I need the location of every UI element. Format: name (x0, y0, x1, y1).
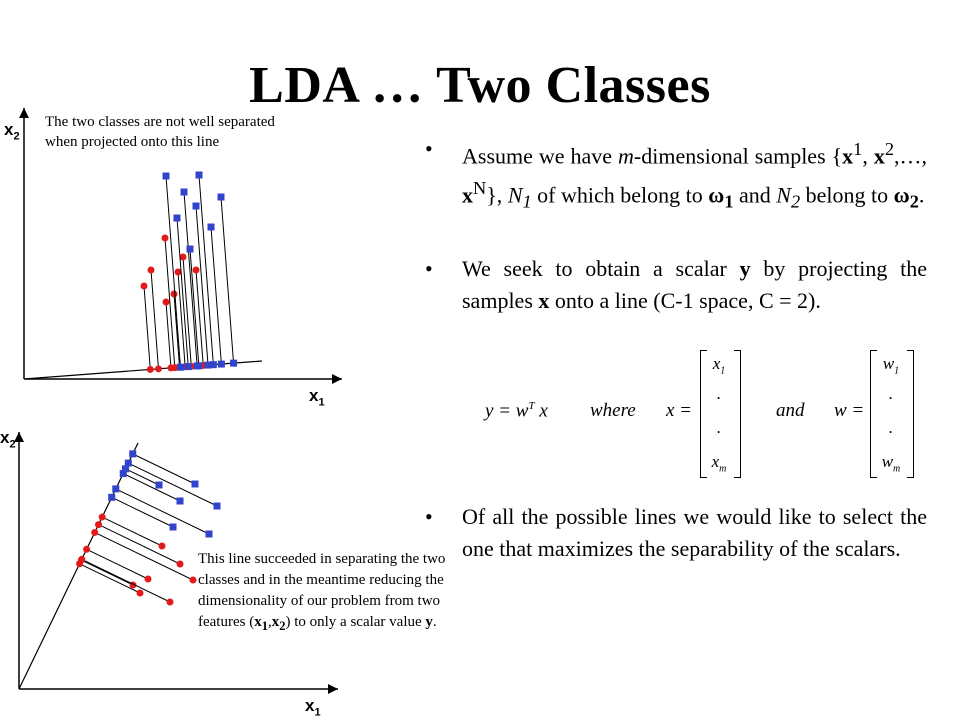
top-class2-projected-point (205, 362, 212, 369)
top-class2-projected-point (185, 363, 192, 370)
bottom-class1-projected-point (78, 556, 85, 563)
top-x-axis-label: $x_1$ (309, 386, 325, 409)
w-vector-entry-m: $w_m$ (881, 452, 901, 475)
bottom-class2-projected-point (108, 494, 115, 501)
top-class1-point (148, 267, 155, 274)
top-class2-projected-point (195, 362, 202, 369)
bottom-class2-projection-line (133, 454, 195, 484)
top-class2-projection-line (211, 227, 221, 364)
bottom-class2-point (214, 503, 221, 510)
bottom-x-axis-label: $x_1$ (305, 696, 321, 719)
top-class1-projected-point (155, 365, 162, 372)
bottom-y-axis-label: $x_2$ (0, 428, 16, 451)
top-class1-point (141, 283, 148, 290)
equation-x-eq: x = (666, 400, 693, 421)
top-class1-point (193, 267, 200, 274)
top-class1-projected-point (147, 366, 154, 373)
bottom-class1-projection-line (99, 525, 180, 564)
top-class1-projection-line (174, 294, 180, 367)
top-class2-point (218, 194, 225, 201)
top-y-axis-label: $x_2$ (4, 120, 20, 143)
top-x-axis-arrow (332, 374, 342, 384)
bottom-class1-point (177, 561, 184, 568)
bullet-1: Assume we have m-dimensional samples {$x^1$, $x^2,\dots$, $x^N$}, $N_1$ of which belong to $\omega_1$ and $N_2$ belong to $\omega_2$. (462, 139, 927, 213)
top-class2-projected-point (218, 361, 225, 368)
w-vector-entry-dot-1: . (888, 384, 894, 403)
bottom-class2-point (177, 498, 184, 505)
top-class2-point (208, 224, 215, 231)
bottom-figure-note: This line succeeded in separating the two classes and in the meantime reducing the dimensionality of our problem from two features $(x_1,x_2)$ to only a scalar value y. (198, 551, 446, 633)
top-class1-projection-line (144, 286, 150, 369)
top-projection-line (24, 361, 262, 379)
bottom-class1-point (159, 543, 166, 550)
top-class2-point (193, 203, 200, 210)
x-vector-entry-dot-2: . (716, 418, 722, 437)
top-class2-point (181, 189, 188, 196)
x-vector-entry-dot-1: . (716, 384, 722, 403)
bullet-2: We seek to obtain a scalar y by projecting the samples x onto a line (C-1 space, C = 2). (462, 256, 927, 313)
bullet-marker-3: • (425, 504, 433, 529)
bottom-class1-projection-line (80, 564, 140, 593)
top-class2-point (187, 246, 194, 253)
slide-title: LDA … Two Classes (249, 57, 711, 114)
top-class2-projection-line (190, 249, 199, 366)
w-vector-entry-1: $w_1$ (882, 354, 900, 377)
equation-projection: $y = w^T$ x (485, 400, 548, 422)
top-class1-projection-line (151, 270, 158, 369)
bullet-marker-2: • (425, 256, 433, 281)
top-class2-point (174, 215, 181, 222)
bottom-class2-point (170, 524, 177, 531)
top-class2-projection-line (221, 197, 234, 363)
bottom-class1-projected-point (83, 546, 90, 553)
bottom-class2-projected-point (112, 485, 119, 492)
w-vector-entry-dot-2: . (888, 418, 894, 437)
equation-and: and (776, 400, 805, 421)
bottom-class2-projected-point (120, 470, 127, 477)
bottom-class2-point (206, 531, 213, 538)
top-class2-projected-point (177, 364, 184, 371)
bottom-class1-projected-point (99, 514, 106, 521)
bullet-marker-1: • (425, 136, 433, 161)
top-class2-projected-point (230, 360, 237, 367)
bottom-class1-point (137, 590, 144, 597)
bottom-class1-projection-line (82, 559, 170, 602)
bottom-class1-projection-line (81, 560, 133, 585)
bottom-class2-projected-point (125, 460, 132, 467)
bottom-class2-point (156, 482, 163, 489)
equation-where: where (590, 400, 636, 421)
bottom-class1-projected-point (95, 521, 102, 528)
top-figure-note: The two classes are not well separated when projected onto this line (45, 114, 275, 150)
bottom-x-axis-arrow (328, 684, 338, 694)
bottom-class2-point (192, 481, 199, 488)
bottom-class2-projection-line (128, 463, 217, 506)
top-class1-point (163, 299, 170, 306)
bottom-class1-projection-line (102, 517, 162, 546)
top-y-axis-arrow (19, 108, 29, 118)
top-class1-projected-point (167, 364, 174, 371)
x-vector-entry-1: $x_1$ (712, 354, 726, 377)
bottom-class2-projected-point (129, 450, 136, 457)
top-class1-point (162, 235, 169, 242)
top-class1-point (171, 291, 178, 298)
x-vector-entry-m: $x_m$ (711, 452, 727, 475)
bottom-class1-point (167, 599, 174, 606)
equation-w-eq: w = (834, 400, 865, 421)
bottom-class1-projected-point (91, 529, 98, 536)
top-class2-point (196, 172, 203, 179)
bullet-3: Of all the possible lines we would like to select the one that maximizes the separability of the scalars. (462, 504, 927, 561)
bottom-class1-point (145, 576, 152, 583)
top-class2-projection-line (196, 206, 208, 365)
bottom-class1-point (190, 577, 197, 584)
top-class2-point (163, 173, 170, 180)
